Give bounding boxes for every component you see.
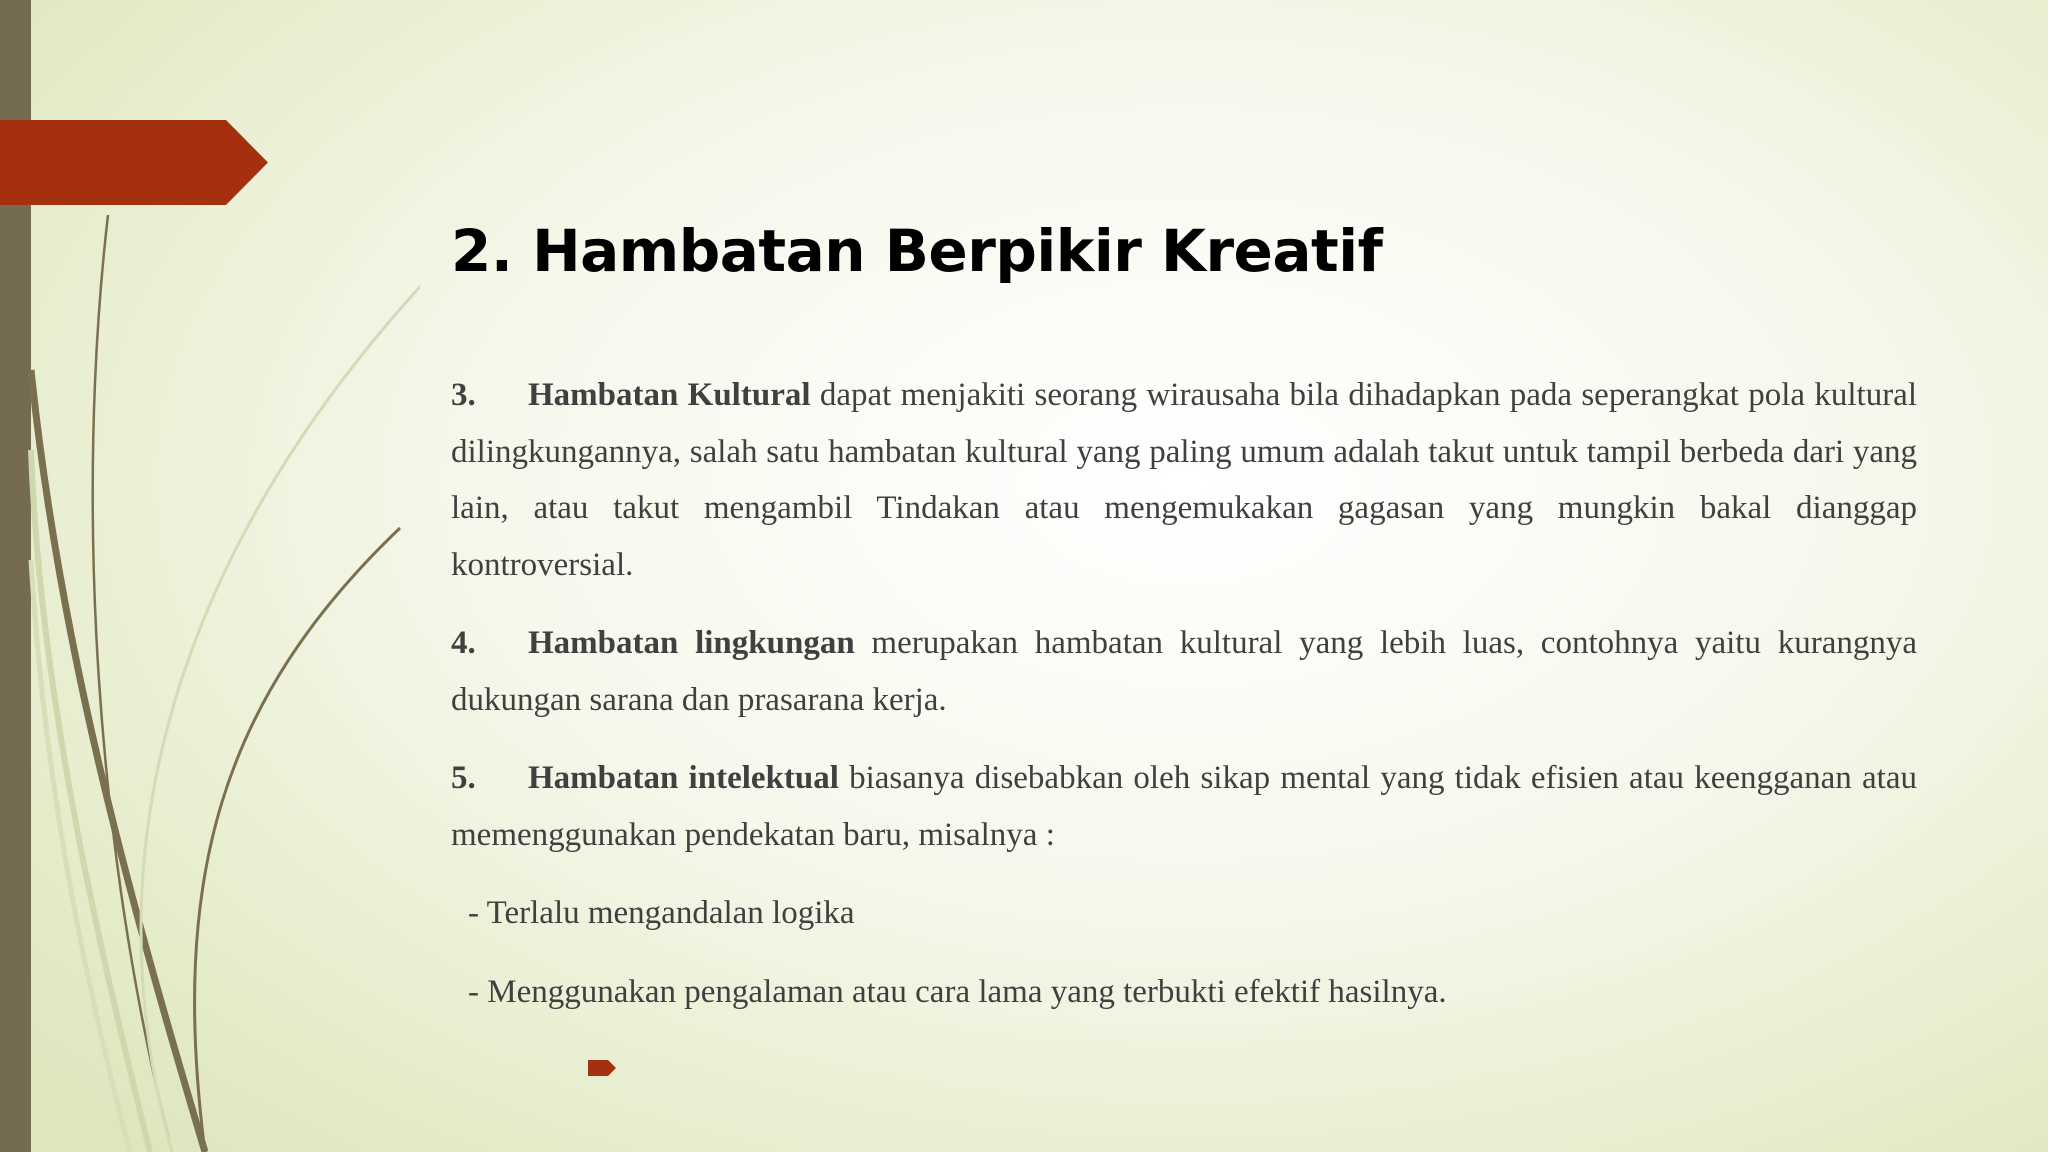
item-text: merupakan hambatan kultural yang lebih luas, contohnya yaitu kurangnya dukungan sarana dan prasarana kerja. [451, 625, 1917, 718]
list-item-4 [451, 615, 1917, 728]
item-term: Hambatan intelektual [528, 760, 839, 796]
list-item-3 [451, 367, 1917, 593]
item-text: biasanya disebabkan oleh sikap mental yang tidak efisien atau keengganan atau memenggunakan pendekatan baru, misalnya : [451, 760, 1917, 853]
arrow-ribbon-icon [0, 120, 268, 205]
item-term: Hambatan lingkungan [528, 625, 855, 661]
item-number: 4. [451, 625, 476, 661]
list-item-5 [451, 750, 1917, 863]
item-term: Hambatan Kultural [528, 377, 811, 413]
arrow-bullet-icon [588, 1060, 616, 1076]
slide-content [451, 367, 1917, 1042]
bullet-experience: - Menggunakan pengalaman atau cara lama yang terbukti efektif hasilnya. [468, 973, 1447, 1010]
bullet-logic: - Terlalu mengandalan logika [468, 895, 855, 931]
item-number: 3. [451, 377, 476, 413]
slide-title: 2. Hambatan Berpikir Kreatif [451, 217, 1383, 285]
item-number: 5. [451, 760, 476, 796]
item-text: dapat menjakiti seorang wirausaha bila dihadapkan pada seperangkat pola kultural dilingkungannya, salah satu hambatan kultural yang paling umum adalah takut untuk tampil berbeda dari yang lain, atau takut mengambil Tindakan atau mengemukakan gagasan yang mungkin bakal dianggap kontroversial. [451, 377, 1917, 583]
